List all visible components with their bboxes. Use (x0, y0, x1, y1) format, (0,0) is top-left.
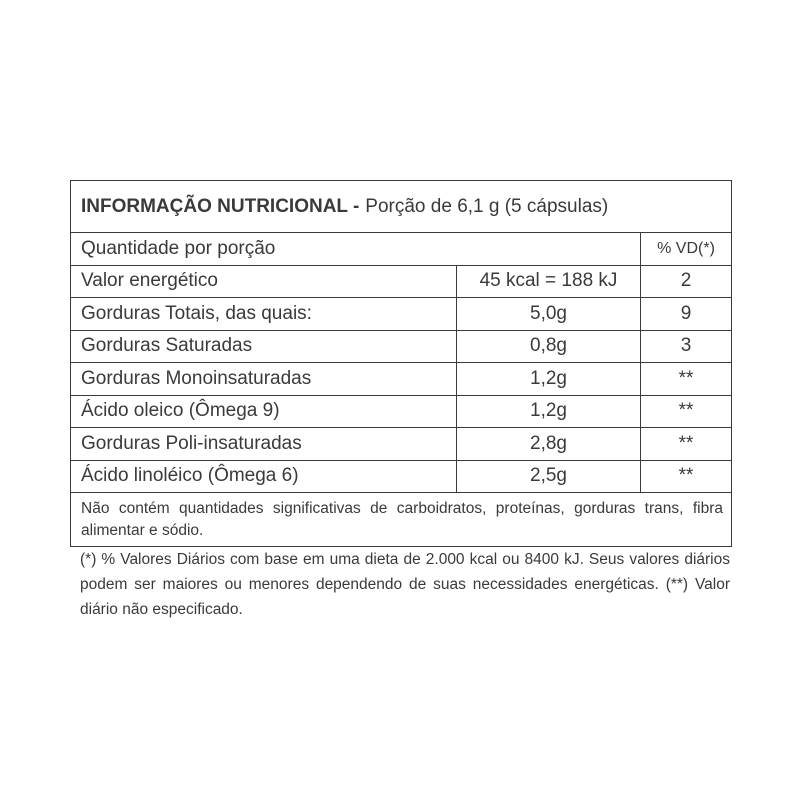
nutrient-vd: ** (640, 461, 731, 493)
table-title-bold: INFORMAÇÃO NUTRICIONAL - (81, 195, 360, 217)
table-row (71, 363, 731, 396)
nutrient-quantity: 2,8g (456, 428, 640, 460)
nutrient-name: Gorduras Totais, das quais: (81, 302, 312, 324)
table-row (71, 428, 731, 461)
table-note: Não contém quantidades significativas de carboidratos, proteínas, gorduras trans, fibra alimentar e sódio. (81, 500, 723, 539)
nutrient-vd: 9 (640, 298, 731, 330)
nutrient-quantity: 2,5g (456, 461, 640, 493)
nutrient-name: Valor energético (81, 270, 218, 292)
nutrition-table (70, 180, 732, 547)
table-row (71, 461, 731, 494)
nutrient-quantity: 1,2g (456, 363, 640, 395)
nutrient-vd: ** (640, 428, 731, 460)
nutrient-vd: 3 (640, 331, 731, 363)
quantity-per-portion-label: Quantidade por porção (81, 237, 276, 259)
table-row (71, 266, 731, 299)
nutrient-name: Ácido oleico (Ômega 9) (81, 400, 280, 422)
vd-header-label: % VD(*) (640, 233, 731, 265)
nutrient-name: Gorduras Saturadas (81, 335, 253, 357)
nutrient-vd: ** (640, 363, 731, 395)
table-row (71, 298, 731, 331)
nutrient-vd: 2 (640, 266, 731, 298)
table-row (71, 331, 731, 364)
nutrient-quantity: 5,0g (456, 298, 640, 330)
nutrient-quantity: 1,2g (456, 396, 640, 428)
table-title-portion: Porção de 6,1 g (5 cápsulas) (365, 195, 609, 217)
nutrient-name: Gorduras Poli-insaturadas (81, 432, 302, 454)
nutrient-vd: ** (640, 396, 731, 428)
table-title (71, 181, 731, 233)
nutrient-name: Ácido linoléico (Ômega 6) (81, 465, 299, 487)
nutrient-quantity: 0,8g (456, 331, 640, 363)
footnote: (*) % Valores Diários com base em uma dieta de 2.000 kcal ou 8400 kJ. Seus valores diários podem ser maiores ou menores dependendo de suas necessidades energéticas. (**) Valor diário não especificado. (80, 551, 730, 618)
nutrient-name: Gorduras Monoinsaturadas (81, 367, 312, 389)
table-header-row (71, 233, 731, 266)
nutrient-quantity: 45 kcal = 188 kJ (456, 266, 640, 298)
table-row (71, 396, 731, 429)
